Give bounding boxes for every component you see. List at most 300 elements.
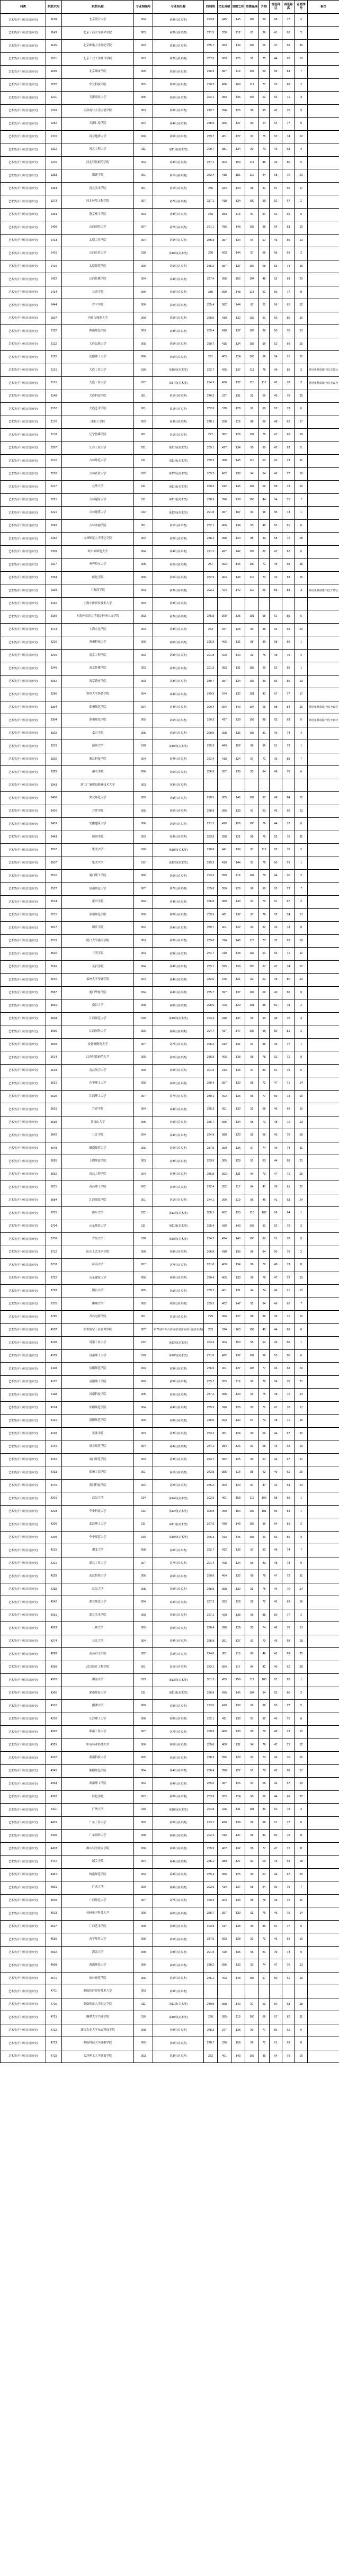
cell-yushu-he: 143 (231, 2050, 245, 2063)
cell-yushu-he: 127 (231, 1311, 245, 1324)
cell-school-name: 广东工业大学 (62, 1816, 134, 1830)
cell-school-code: 3587 (46, 986, 62, 999)
cell-school-code: 4608 (46, 1959, 62, 1972)
cell-shouxuan: 58 (270, 636, 282, 650)
cell-school-name: 长沙理工大学城南学院 (62, 2050, 134, 2063)
cell-toudang: 291.4 (204, 1557, 218, 1570)
cell-beizhu (308, 1830, 339, 1843)
cell-school-code: 1444 (46, 299, 62, 312)
cell-yushu-he: 148 (231, 221, 245, 235)
cell-school-code: 4201 (46, 1492, 62, 1506)
cell-school-code: 4242 (46, 1596, 62, 1609)
cell-zhiyuan: 25 (295, 1648, 308, 1661)
cell-group-name: 第11组(美术类) (153, 143, 204, 157)
cell-yushu-max: 90 (245, 118, 259, 131)
cell-toudang: 292.7 (204, 364, 218, 377)
cell-zaixuan: 68 (282, 559, 295, 572)
cell-group-no: 005 (134, 1051, 153, 1065)
cell-beizhu (308, 52, 339, 66)
cell-waiyu: 36 (259, 623, 270, 636)
cell-yushu-he: 126 (231, 882, 245, 896)
cell-zhiyuan: 3 (295, 584, 308, 598)
cell-kelei: 艺术类(平行组首选历史) (1, 26, 46, 40)
cell-zhiyuan: 15 (295, 559, 308, 572)
cell-group-no: 001 (134, 169, 153, 183)
cell-kelei: 艺术类(平行组首选历史) (1, 1856, 46, 1869)
cell-waiyu: 96 (259, 740, 270, 753)
cell-shouxuan: 58 (270, 1492, 282, 1506)
table-row (1, 377, 339, 390)
header-school-name: 院校名称 (62, 1, 134, 14)
cell-group-no: 003 (134, 610, 153, 624)
cell-group-name: 第3组(美术类) (153, 1363, 204, 1376)
table-row (1, 1700, 339, 1713)
cell-toudang: 295.4 (204, 1220, 218, 1233)
cell-wenhua: 417 (218, 1920, 231, 1933)
cell-zhiyuan: 6 (295, 766, 308, 779)
cell-school-code: 4209 (46, 1531, 62, 1544)
cell-wenhua: 411 (218, 1713, 231, 1726)
cell-wenhua: 403 (218, 1972, 231, 1985)
cell-group-name: 第8组(美术类) (153, 1713, 204, 1726)
cell-kelei: 艺术类(平行组首选历史) (1, 908, 46, 922)
cell-group-name: 第10组(美术类) (153, 844, 204, 857)
cell-wenhua: 374 (218, 688, 231, 701)
cell-zaixuan: 71 (282, 1168, 295, 1181)
cell-wenhua: 393 (218, 1596, 231, 1609)
cell-wenhua: 461 (218, 1492, 231, 1506)
cell-zaixuan: 70 (282, 766, 295, 779)
cell-shouxuan: 44 (270, 1778, 282, 1791)
cell-wenhua: 408 (218, 1557, 231, 1570)
cell-toudang: 295.3 (204, 740, 218, 753)
cell-group-no: 006 (134, 766, 153, 779)
cell-group-no: 005 (134, 559, 153, 572)
cell-shouxuan: 49 (270, 792, 282, 805)
cell-school-name: 大连科技学院 (62, 390, 134, 403)
cell-wenhua: 381 (218, 143, 231, 157)
cell-kelei: 艺术类(平行组首选历史) (1, 1363, 46, 1376)
cell-zhiyuan: 2 (295, 999, 308, 1013)
cell-yushu-he: 136 (231, 1246, 245, 1259)
cell-beizhu (308, 130, 339, 143)
cell-yushu-max: 91 (245, 1856, 259, 1869)
cell-kelei: 艺术类(平行组首选历史) (1, 1246, 46, 1259)
cell-group-no: 003 (134, 26, 153, 40)
table-row (1, 922, 339, 935)
cell-kelei: 艺术类(平行组首选历史) (1, 104, 46, 118)
cell-group-name: 第3组(美术类) (153, 104, 204, 118)
cell-zaixuan: 80 (282, 1687, 295, 1700)
cell-group-name: 第4组(美术类) (153, 1129, 204, 1142)
cell-beizhu (308, 1804, 339, 1817)
cell-yushu-he: 131 (231, 1168, 245, 1181)
cell-waiyu: 67 (259, 792, 270, 805)
table-row (1, 1739, 339, 1752)
cell-school-name: 齐齐哈尔大学 (62, 559, 134, 572)
cell-group-no: 012 (134, 1207, 153, 1220)
table-row (1, 857, 339, 870)
cell-shouxuan: 48 (270, 1726, 282, 1739)
cell-school-name: 上海商学院 (62, 584, 134, 598)
cell-wenhua: 392 (218, 1168, 231, 1181)
cell-school-code: 4322 (46, 1726, 62, 1739)
cell-wenhua: 423 (218, 247, 231, 260)
cell-kelei: 艺术类(平行组首选历史) (1, 14, 46, 27)
cell-yushu-max: 93 (245, 519, 259, 533)
cell-shouxuan: 47 (270, 545, 282, 559)
cell-school-code: 3601 (46, 999, 62, 1013)
cell-yushu-max: 100 (245, 559, 259, 572)
cell-yushu-he: 131 (231, 636, 245, 650)
cell-beizhu (308, 896, 339, 909)
cell-group-no: 011 (134, 481, 153, 494)
cell-school-code: 2249 (46, 519, 62, 533)
cell-yushu-he: 118 (231, 416, 245, 429)
cell-school-name: 大连工业大学 (62, 377, 134, 390)
cell-yushu-he: 136 (231, 1064, 245, 1077)
cell-zaixuan: 73 (282, 1259, 295, 1272)
cell-group-no: 005 (134, 1116, 153, 1129)
cell-yushu-max: 93 (245, 1583, 259, 1596)
cell-waiyu: 51 (259, 286, 270, 299)
cell-beizhu (308, 908, 339, 922)
cell-waiyu: 43 (259, 688, 270, 701)
cell-shouxuan: 47 (270, 429, 282, 442)
cell-group-name: 第7组(美术类) (153, 195, 204, 209)
cell-zaixuan: 67 (282, 1427, 295, 1440)
cell-beizhu (308, 870, 339, 883)
cell-zaixuan: 73 (282, 481, 295, 494)
cell-school-code: 3220 (46, 636, 62, 650)
cell-toudang: 297.6 (204, 1518, 218, 1532)
cell-group-no: 005 (134, 1583, 153, 1596)
cell-yushu-max: 106 (245, 727, 259, 740)
cell-zhiyuan: 9 (295, 104, 308, 118)
cell-yushu-he: 130 (231, 1959, 245, 1972)
cell-waiyu: 98 (259, 1349, 270, 1363)
table-row (1, 312, 339, 325)
cell-toudang: 291 (204, 351, 218, 364)
cell-beizhu (308, 792, 339, 805)
cell-toudang: 283.7 (204, 1453, 218, 1466)
cell-yushu-he: 140 (231, 1233, 245, 1246)
cell-group-no: 006 (134, 818, 153, 831)
cell-school-code: 3704 (46, 1220, 62, 1233)
cell-shouxuan: 52 (270, 1804, 282, 1817)
cell-wenhua: 430 (218, 1220, 231, 1233)
cell-group-name: 第1组(美术类) (153, 169, 204, 183)
cell-wenhua: 424 (218, 1233, 231, 1246)
cell-toudang: 296.8 (204, 1246, 218, 1259)
cell-toudang: 293.9 (204, 1920, 218, 1933)
table-row (1, 908, 339, 922)
cell-shouxuan: 58 (270, 481, 282, 494)
cell-group-no: 004 (134, 14, 153, 27)
table-row (1, 234, 339, 247)
cell-shouxuan: 52 (270, 338, 282, 351)
cell-school-name: 南京晓庄学院 (62, 675, 134, 688)
cell-school-name: 沈阳工学院 (62, 416, 134, 429)
cell-yushu-he: 143 (231, 896, 245, 909)
cell-group-no: 005 (134, 66, 153, 79)
cell-school-name: 华中科技大学 (62, 1505, 134, 1518)
cell-shouxuan: 56 (270, 299, 282, 312)
cell-school-name: 太原师范学院 (62, 260, 134, 273)
cell-waiyu: 67 (259, 1972, 270, 1985)
cell-zaixuan: 79 (282, 857, 295, 870)
cell-yushu-max: 95 (245, 1337, 259, 1350)
cell-yushu-max: 88 (245, 1311, 259, 1324)
cell-waiyu: 71 (259, 1116, 270, 1129)
cell-waiyu: 82 (259, 1544, 270, 1557)
cell-yushu-he: 124 (231, 351, 245, 364)
cell-zaixuan: 73 (282, 455, 295, 468)
cell-waiyu: 83 (259, 1064, 270, 1077)
cell-group-no: 006 (134, 1272, 153, 1285)
table-row (1, 1440, 339, 1454)
cell-school-code: 1434 (46, 286, 62, 299)
cell-beizhu (308, 831, 339, 844)
cell-wenhua: 404 (218, 156, 231, 169)
table-row (1, 1298, 339, 1311)
cell-wenhua: 405 (218, 1272, 231, 1285)
cell-group-no: 003 (134, 1427, 153, 1440)
cell-beizhu (308, 1881, 339, 1895)
cell-beizhu (308, 92, 339, 105)
cell-group-name: 第5组(美术类) (153, 1285, 204, 1298)
cell-wenhua: 402 (218, 1298, 231, 1311)
cell-yushu-max: 95 (245, 1077, 259, 1091)
cell-beizhu (308, 1778, 339, 1791)
cell-toudang: 289.3 (204, 455, 218, 468)
cell-school-code: 2176 (46, 416, 62, 429)
table-row (1, 169, 339, 183)
cell-shouxuan: 58 (270, 701, 282, 714)
cell-group-name: 第3组(美术类) (153, 208, 204, 221)
table-row (1, 1194, 339, 1207)
cell-wenhua: 396 (218, 805, 231, 818)
cell-zaixuan: 70 (282, 1375, 295, 1389)
cell-beizhu (308, 1764, 339, 1778)
cell-shouxuan: 52 (270, 1220, 282, 1233)
cell-kelei: 艺术类(平行组首选历史) (1, 714, 46, 727)
cell-group-no: 008 (134, 1713, 153, 1726)
cell-group-name: 第3组(美术类) (153, 1790, 204, 1804)
cell-wenhua: 396 (218, 493, 231, 507)
cell-zhiyuan: 12 (295, 130, 308, 143)
cell-beizhu (308, 299, 339, 312)
cell-yushu-he: 131 (231, 1739, 245, 1752)
cell-yushu-he: 139 (231, 999, 245, 1013)
cell-waiyu: 91 (259, 312, 270, 325)
cell-waiyu: 72 (259, 1596, 270, 1609)
cell-wenhua: 418 (218, 195, 231, 209)
cell-group-name: 第5组(美术类) (153, 727, 204, 740)
cell-yushu-max: 93 (245, 1907, 259, 1921)
cell-zhiyuan: 15 (295, 260, 308, 273)
cell-shouxuan: 43 (270, 753, 282, 766)
cell-group-no: 007 (134, 1557, 153, 1570)
cell-zaixuan: 67 (282, 896, 295, 909)
cell-zhiyuan: 12 (295, 948, 308, 961)
cell-waiyu: 112 (259, 377, 270, 390)
cell-wenhua: 411 (218, 908, 231, 922)
cell-zaixuan: 76 (282, 831, 295, 844)
cell-yushu-he: 156 (231, 1674, 245, 1687)
cell-wenhua: 390 (218, 610, 231, 624)
cell-yushu-max: 104 (245, 273, 259, 286)
cell-school-code: 3517 (46, 922, 62, 935)
cell-beizhu (308, 234, 339, 247)
cell-zaixuan: 72 (282, 1116, 295, 1129)
cell-kelei: 艺术类(平行组首选历史) (1, 1687, 46, 1700)
cell-yushu-max: 90 (245, 2024, 259, 2037)
cell-school-name: 山西农业大学 (62, 247, 134, 260)
cell-zhiyuan: 12 (295, 1285, 308, 1298)
cell-zaixuan: 83 (282, 714, 295, 727)
cell-school-code: 3648 (46, 1142, 62, 1155)
cell-group-name: 第4组(美术类) (153, 1635, 204, 1648)
cell-group-name: 第4组(美术类) (153, 974, 204, 987)
cell-waiyu: 86 (259, 1700, 270, 1713)
cell-kelei: 艺术类(平行组首选历史) (1, 1894, 46, 1907)
cell-zaixuan: 61 (282, 1972, 295, 1985)
cell-beizhu (308, 1752, 339, 1765)
table-row (1, 130, 339, 143)
cell-yushu-max: 94 (245, 1168, 259, 1181)
cell-yushu-he: 145 (231, 481, 245, 494)
cell-group-no: 006 (134, 571, 153, 584)
cell-group-no: 010 (134, 247, 153, 260)
cell-kelei: 艺术类(平行组首选历史) (1, 52, 46, 66)
cell-school-name: 南昌大学 (62, 999, 134, 1013)
cell-waiyu: 29 (259, 662, 270, 675)
table-row (1, 701, 339, 714)
cell-yushu-he: 116 (231, 1375, 245, 1389)
cell-beizhu: 外语单科成绩不低于50分 (308, 584, 339, 598)
cell-school-code: 3329 (46, 766, 62, 779)
cell-zhiyuan: 2 (295, 26, 308, 40)
header-toudang: 投档线 (204, 1, 218, 14)
table-row (1, 1648, 339, 1661)
cell-yushu-max: 97 (245, 299, 259, 312)
cell-toudang: 272.4 (204, 1181, 218, 1194)
table-row (1, 1492, 339, 1506)
cell-group-no: 010 (134, 1531, 153, 1544)
cell-zaixuan: 75 (282, 649, 295, 662)
table-row (1, 104, 339, 118)
cell-yushu-he: 129 (231, 1129, 245, 1142)
cell-beizhu (308, 1168, 339, 1181)
cell-school-code: 3507 (46, 857, 62, 870)
cell-school-code: 4411 (46, 1804, 62, 1817)
cell-beizhu (308, 325, 339, 338)
cell-toudang: 288.2 (204, 1959, 218, 1972)
cell-zhiyuan: 11 (295, 1894, 308, 1907)
table-row (1, 2037, 339, 2050)
cell-kelei: 艺术类(平行组首选历史) (1, 338, 46, 351)
table-row (1, 2011, 339, 2024)
cell-shouxuan: 49 (270, 467, 282, 481)
cell-waiyu: 69 (259, 66, 270, 79)
cell-zhiyuan: 28 (295, 1661, 308, 1674)
cell-beizhu (308, 1116, 339, 1129)
cell-toudang: 287.2 (204, 1389, 218, 1402)
cell-zaixuan: 67 (282, 1778, 295, 1791)
cell-zaixuan: 68 (282, 78, 295, 92)
cell-yushu-max: 92 (245, 52, 259, 66)
cell-zhiyuan: 6 (295, 1323, 308, 1337)
cell-school-code: 3510 (46, 870, 62, 883)
cell-waiyu: 80 (259, 1557, 270, 1570)
table-row (1, 364, 339, 377)
cell-yushu-max: 97 (245, 403, 259, 416)
cell-yushu-max: 91 (245, 1440, 259, 1454)
cell-zhiyuan: 20 (295, 1868, 308, 1881)
cell-zhiyuan: 18 (295, 1998, 308, 2011)
cell-beizhu (308, 597, 339, 610)
cell-group-name: 第4组(美术类) (153, 701, 204, 714)
cell-school-code: 4721 (46, 2011, 62, 2024)
table-row (1, 792, 339, 805)
cell-beizhu (308, 1570, 339, 1583)
cell-toudang: 291.6 (204, 1259, 218, 1272)
cell-yushu-max: 92 (245, 1375, 259, 1389)
cell-school-name: 河北科技师范学院 (62, 156, 134, 169)
cell-yushu-he: 148 (231, 1972, 245, 1985)
cell-school-code: 4722 (46, 2024, 62, 2037)
cell-school-name: 长春工业大学 (62, 442, 134, 455)
cell-zaixuan: 80 (282, 312, 295, 325)
cell-yushu-he: 127 (231, 1856, 245, 1869)
cell-zhiyuan: 13 (295, 325, 308, 338)
cell-kelei: 艺术类(平行组首选历史) (1, 2050, 46, 2063)
cell-yushu-max: 95 (245, 1570, 259, 1583)
cell-waiyu: 89 (259, 882, 270, 896)
cell-yushu-max: 97 (245, 1998, 259, 2011)
cell-kelei: 艺术类(平行组首选历史) (1, 1505, 46, 1518)
cell-zhiyuan: 2 (295, 1687, 308, 1700)
table-row (1, 1415, 339, 1428)
cell-beizhu (308, 455, 339, 468)
cell-zaixuan: 59 (282, 2037, 295, 2050)
cell-zaixuan: 71 (282, 351, 295, 364)
cell-yushu-max: 97 (245, 1713, 259, 1726)
cell-zaixuan: 77 (282, 118, 295, 131)
cell-kelei: 艺术类(平行组首选历史) (1, 455, 46, 468)
cell-group-name: 第10组(美术类) (153, 247, 204, 260)
cell-group-name: 第2组(美术类) (153, 1648, 204, 1661)
cell-waiyu: 76 (259, 908, 270, 922)
cell-school-code: 1211 (46, 92, 62, 105)
cell-school-code: 1507 (46, 312, 62, 325)
cell-school-name: 上海立达学院 (62, 623, 134, 636)
cell-shouxuan: 53 (270, 675, 282, 688)
cell-waiyu: 36 (259, 26, 270, 40)
cell-school-name: 井冈山大学 (62, 1116, 134, 1129)
cell-kelei: 艺术类(平行组首选历史) (1, 467, 46, 481)
cell-yushu-he: 125 (231, 1453, 245, 1466)
cell-zhiyuan: 3 (295, 377, 308, 390)
cell-yushu-he: 127 (231, 118, 245, 131)
cell-zhiyuan: 30 (295, 40, 308, 53)
cell-group-no: 001 (134, 519, 153, 533)
cell-zhiyuan: 5 (295, 208, 308, 221)
cell-zhiyuan: 5 (295, 156, 308, 169)
cell-group-name: 第6组(美术类) (153, 1272, 204, 1285)
cell-shouxuan: 52 (270, 999, 282, 1013)
